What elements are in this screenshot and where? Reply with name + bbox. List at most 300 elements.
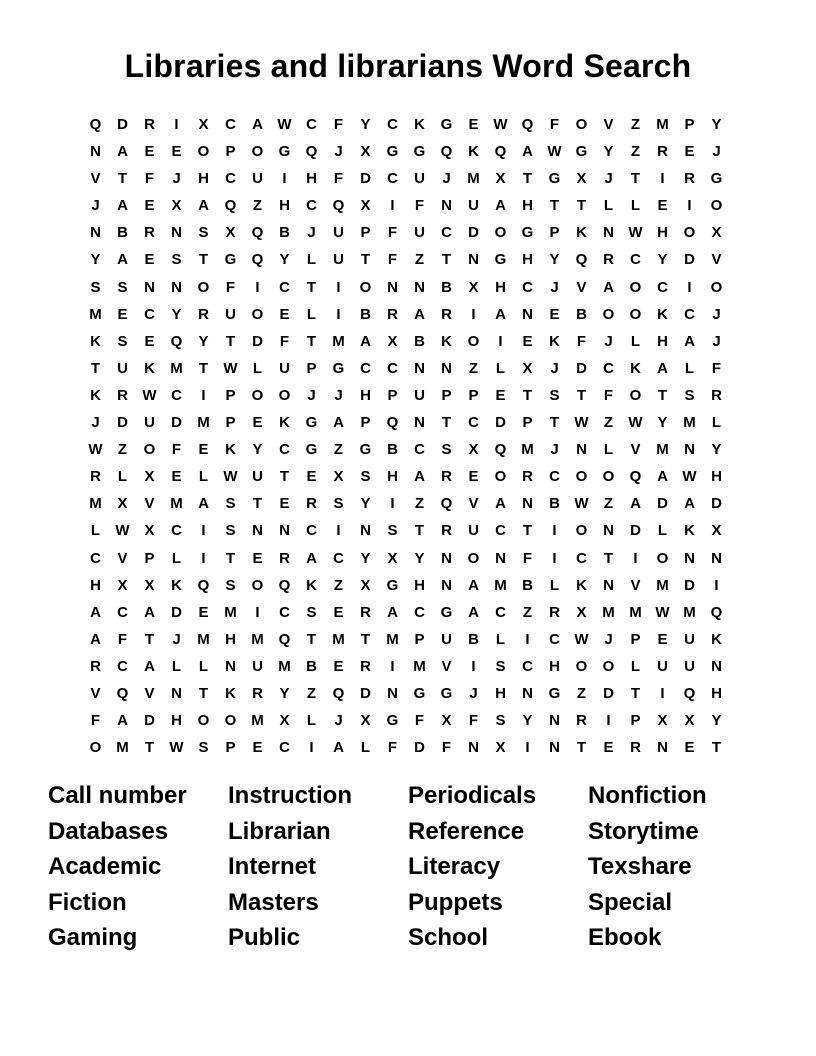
grid-letter: E — [657, 197, 668, 215]
grid-letter: X — [225, 224, 236, 242]
grid-letter: Z — [306, 684, 317, 702]
grid-letter: T — [549, 414, 560, 432]
grid-letter: E — [198, 441, 209, 459]
grid-letter: I — [282, 170, 287, 188]
grid-letter: T — [252, 495, 263, 513]
grid-letter: N — [90, 143, 101, 161]
grid-letter: T — [522, 522, 533, 540]
grid-letter: X — [468, 278, 479, 296]
word-list-item: Reference — [408, 817, 525, 845]
grid-letter: L — [306, 712, 317, 730]
grid-letter: M — [602, 603, 615, 621]
letter-grid — [82, 111, 730, 761]
grid-letter: I — [606, 712, 611, 730]
grid-letter: X — [441, 712, 452, 730]
grid-letter: O — [494, 224, 507, 242]
grid-letter: Y — [603, 143, 614, 161]
grid-letter: W — [682, 468, 697, 486]
grid-letter: L — [252, 359, 263, 377]
grid-letter: V — [630, 576, 641, 594]
grid-letter: K — [90, 332, 101, 350]
grid-letter: C — [279, 441, 290, 459]
grid-letter: Z — [603, 495, 614, 513]
grid-letter: R — [657, 143, 668, 161]
grid-letter: X — [684, 712, 695, 730]
grid-letter: U — [252, 468, 263, 486]
grid-letter: C — [495, 603, 506, 621]
grid-letter: M — [386, 630, 399, 648]
grid-letter: O — [467, 332, 480, 350]
grid-letter: P — [468, 386, 479, 404]
grid-letter: F — [576, 332, 587, 350]
grid-letter: D — [117, 116, 128, 133]
grid-letter: T — [711, 739, 722, 757]
grid-letter: N — [225, 657, 236, 675]
grid-letter: S — [117, 332, 128, 350]
grid-letter: C — [171, 386, 182, 404]
grid-letter: A — [117, 712, 128, 730]
grid-letter: I — [174, 116, 179, 133]
grid-letter: O — [602, 468, 615, 486]
grid-letter: H — [279, 197, 290, 215]
grid-letter: S — [90, 278, 101, 296]
grid-letter: Q — [278, 630, 291, 648]
grid-letter: O — [143, 441, 156, 459]
grid-letter: P — [306, 359, 317, 377]
grid-letter: O — [710, 278, 723, 296]
grid-letter: X — [468, 441, 479, 459]
grid-letter: L — [495, 359, 506, 377]
grid-letter: N — [171, 684, 182, 702]
grid-letter: H — [657, 332, 668, 350]
grid-letter: U — [468, 197, 479, 215]
grid-letter: C — [387, 170, 398, 188]
grid-letter: T — [657, 386, 668, 404]
grid-letter: N — [360, 522, 371, 540]
grid-letter: R — [576, 712, 587, 730]
grid-letter: A — [360, 332, 371, 350]
grid-letter: J — [172, 630, 181, 648]
grid-letter: G — [224, 251, 237, 269]
grid-letter: N — [252, 522, 263, 540]
grid-letter: V — [90, 170, 101, 188]
word-list-item: Fiction — [48, 888, 127, 916]
grid-letter: P — [360, 414, 371, 432]
grid-letter: X — [144, 522, 155, 540]
grid-letter: X — [279, 712, 290, 730]
grid-letter: N — [522, 495, 533, 513]
grid-letter: D — [657, 495, 668, 513]
grid-letter: A — [333, 739, 344, 757]
grid-letter: Y — [711, 116, 722, 133]
grid-letter: R — [198, 305, 209, 323]
grid-letter: L — [603, 441, 614, 459]
grid-letter: O — [89, 739, 102, 757]
grid-letter: T — [522, 386, 533, 404]
grid-letter: M — [197, 630, 210, 648]
grid-letter: B — [279, 224, 290, 242]
grid-letter: D — [144, 712, 155, 730]
grid-letter: C — [279, 603, 290, 621]
grid-letter: X — [711, 224, 722, 242]
grid-letter: B — [360, 305, 371, 323]
grid-letter: Y — [711, 441, 722, 459]
grid-letter: I — [336, 522, 341, 540]
grid-letter: Y — [90, 251, 101, 269]
grid-letter: U — [441, 630, 452, 648]
grid-letter: R — [441, 468, 452, 486]
grid-letter: O — [251, 576, 264, 594]
grid-letter: U — [657, 657, 668, 675]
grid-letter: Q — [440, 143, 453, 161]
grid-letter: M — [116, 739, 129, 757]
grid-letter: A — [117, 197, 128, 215]
grid-letter: M — [89, 495, 102, 513]
word-list-item: Public — [228, 924, 301, 951]
grid-letter: S — [171, 251, 182, 269]
grid-letter: C — [576, 549, 587, 567]
grid-letter: N — [603, 576, 614, 594]
grid-letter: U — [252, 170, 263, 188]
grid-letter: T — [306, 278, 317, 296]
grid-letter: O — [575, 522, 588, 540]
grid-letter: S — [387, 522, 398, 540]
grid-letter: I — [309, 739, 314, 757]
grid-letter: V — [144, 495, 155, 513]
grid-letter: C — [171, 522, 182, 540]
grid-letter: L — [630, 332, 641, 350]
grid-letter: N — [468, 739, 479, 757]
grid-letter: W — [493, 116, 508, 133]
grid-letter: W — [628, 414, 643, 432]
grid-letter: A — [603, 278, 614, 296]
grid-letter: Y — [360, 549, 371, 567]
grid-letter: N — [414, 278, 425, 296]
grid-letter: L — [117, 468, 128, 486]
grid-letter: M — [494, 576, 507, 594]
grid-letter: A — [657, 468, 668, 486]
grid-letter: S — [198, 739, 209, 757]
grid-letter: C — [549, 630, 560, 648]
grid-letter: R — [549, 603, 560, 621]
grid-letter: N — [441, 197, 452, 215]
grid-letter: F — [387, 224, 398, 242]
grid-letter: M — [197, 414, 210, 432]
grid-letter: R — [684, 170, 695, 188]
grid-letter: L — [603, 197, 614, 215]
grid-letter: J — [550, 441, 559, 459]
grid-letter: O — [683, 224, 696, 242]
grid-letter: O — [278, 386, 291, 404]
grid-letter: T — [90, 359, 101, 377]
grid-letter: T — [630, 170, 641, 188]
grid-letter: Y — [657, 251, 668, 269]
grid-letter: H — [522, 197, 533, 215]
grid-letter: N — [387, 684, 398, 702]
grid-letter: J — [712, 143, 721, 161]
grid-letter: R — [90, 657, 101, 675]
grid-letter: V — [576, 278, 587, 296]
grid-letter: Z — [468, 359, 479, 377]
grid-letter: C — [117, 657, 128, 675]
grid-letter: A — [144, 657, 155, 675]
grid-letter: I — [390, 197, 395, 215]
grid-letter: K — [279, 414, 290, 432]
grid-letter: K — [306, 576, 317, 594]
grid-letter: O — [602, 657, 615, 675]
grid-letter: G — [332, 359, 345, 377]
grid-letter: Q — [224, 197, 237, 215]
grid-letter: C — [441, 224, 452, 242]
grid-letter: N — [576, 441, 587, 459]
grid-letter: T — [279, 468, 290, 486]
grid-letter: V — [711, 251, 722, 269]
grid-letter: W — [655, 603, 670, 621]
grid-letter: F — [522, 549, 533, 567]
grid-letter: T — [549, 197, 560, 215]
grid-letter: K — [225, 684, 236, 702]
grid-letter: I — [255, 603, 260, 621]
grid-letter: F — [414, 197, 425, 215]
grid-letter: Z — [414, 495, 425, 513]
word-list-item: Gaming — [48, 924, 138, 951]
grid-letter: I — [552, 549, 557, 567]
grid-letter: T — [306, 332, 317, 350]
grid-letter: T — [225, 332, 236, 350]
grid-letter: N — [171, 224, 182, 242]
grid-letter: L — [360, 739, 371, 757]
page-title: Libraries and librarians Word Search — [124, 48, 692, 84]
grid-letter: M — [467, 170, 480, 188]
grid-letter: A — [630, 495, 641, 513]
grid-letter: P — [360, 224, 371, 242]
grid-letter: J — [604, 170, 613, 188]
grid-letter: K — [657, 305, 668, 323]
grid-letter: E — [252, 414, 263, 432]
grid-letter: N — [549, 712, 560, 730]
grid-letter: K — [225, 441, 236, 459]
grid-letter: D — [171, 603, 182, 621]
grid-letter: A — [495, 197, 506, 215]
grid-letter: G — [710, 170, 723, 188]
grid-letter: Y — [522, 712, 533, 730]
grid-letter: M — [170, 495, 183, 513]
grid-letter: A — [90, 630, 101, 648]
grid-letter: C — [225, 170, 236, 188]
grid-letter: E — [144, 143, 155, 161]
grid-letter: N — [90, 224, 101, 242]
grid-letter: I — [552, 522, 557, 540]
grid-letter: U — [414, 170, 425, 188]
grid-letter: J — [307, 386, 316, 404]
grid-letter: O — [629, 305, 642, 323]
grid-letter: M — [629, 603, 642, 621]
word-list-item: Databases — [48, 817, 169, 845]
grid-letter: G — [548, 170, 561, 188]
grid-letter: J — [550, 278, 559, 296]
grid-letter: E — [198, 603, 209, 621]
grid-letter: T — [144, 630, 155, 648]
grid-letter: I — [687, 278, 692, 296]
grid-letter: Q — [494, 441, 507, 459]
grid-letter: M — [683, 414, 696, 432]
grid-letter: X — [117, 495, 128, 513]
grid-letter: K — [630, 359, 641, 377]
grid-letter: Q — [440, 495, 453, 513]
grid-letter: H — [414, 576, 425, 594]
grid-letter: G — [575, 143, 588, 161]
grid-letter: N — [387, 278, 398, 296]
grid-letter: I — [201, 522, 206, 540]
grid-letter: E — [279, 305, 290, 323]
grid-letter: L — [171, 549, 182, 567]
grid-letter: N — [684, 549, 695, 567]
grid-letter: A — [468, 603, 479, 621]
grid-letter: U — [468, 522, 479, 540]
word-list-item: Call number — [48, 782, 187, 809]
grid-letter: R — [144, 116, 155, 133]
grid-letter: X — [360, 197, 371, 215]
grid-letter: T — [198, 359, 209, 377]
grid-letter: U — [333, 251, 344, 269]
grid-letter: U — [684, 630, 695, 648]
grid-letter: U — [279, 359, 290, 377]
grid-letter: R — [630, 739, 641, 757]
grid-letter: X — [495, 739, 506, 757]
grid-letter: C — [414, 603, 425, 621]
grid-letter: W — [574, 630, 589, 648]
grid-letter: H — [711, 684, 722, 702]
grid-letter: Y — [360, 116, 371, 133]
word-list-item: Special — [588, 888, 673, 916]
grid-letter: Y — [198, 332, 209, 350]
grid-letter: E — [252, 549, 263, 567]
grid-letter: T — [360, 630, 371, 648]
grid-letter: O — [602, 305, 615, 323]
grid-letter: C — [630, 251, 641, 269]
grid-letter: P — [225, 414, 236, 432]
grid-letter: X — [333, 468, 344, 486]
grid-letter: R — [441, 305, 452, 323]
grid-letter: P — [387, 386, 398, 404]
grid-letter: L — [495, 630, 506, 648]
grid-letter: Z — [414, 251, 425, 269]
grid-letter: D — [468, 224, 479, 242]
grid-letter: M — [251, 712, 264, 730]
grid-letter: T — [198, 684, 209, 702]
grid-letter: U — [414, 386, 425, 404]
grid-letter: D — [630, 522, 641, 540]
grid-letter: I — [336, 305, 341, 323]
grid-letter: C — [279, 278, 290, 296]
grid-letter: O — [494, 468, 507, 486]
grid-letter: N — [495, 549, 506, 567]
grid-letter: U — [117, 359, 128, 377]
grid-letter: N — [711, 549, 722, 567]
grid-letter: X — [360, 143, 371, 161]
grid-letter: N — [468, 251, 479, 269]
grid-letter: Z — [630, 116, 641, 133]
grid-letter: O — [575, 657, 588, 675]
word-list-item: Academic — [48, 853, 162, 880]
grid-letter: O — [251, 143, 264, 161]
grid-letter: F — [225, 278, 236, 296]
grid-letter: S — [117, 278, 128, 296]
grid-letter: M — [656, 116, 669, 133]
grid-letter: D — [684, 251, 695, 269]
grid-letter: C — [306, 522, 317, 540]
grid-letter: L — [684, 359, 695, 377]
grid-letter: U — [252, 657, 263, 675]
grid-letter: L — [630, 657, 641, 675]
grid-letter: J — [712, 332, 721, 350]
grid-letter: M — [332, 332, 345, 350]
grid-letter: D — [360, 170, 371, 188]
grid-letter: J — [604, 332, 613, 350]
grid-letter: S — [225, 522, 236, 540]
grid-letter: M — [89, 305, 102, 323]
grid-letter: I — [471, 305, 476, 323]
grid-letter: S — [225, 576, 236, 594]
grid-letter: C — [333, 549, 344, 567]
grid-letter: D — [603, 684, 614, 702]
grid-letter: U — [333, 224, 344, 242]
word-list-item: Periodicals — [408, 782, 537, 809]
grid-letter: J — [469, 684, 478, 702]
grid-letter: T — [198, 251, 209, 269]
grid-letter: K — [414, 116, 425, 133]
grid-letter: P — [522, 414, 533, 432]
grid-letter: R — [711, 386, 722, 404]
grid-letter: D — [495, 414, 506, 432]
grid-letter: X — [711, 522, 722, 540]
word-list-item: Instruction — [228, 782, 352, 809]
grid-letter: N — [657, 739, 668, 757]
grid-letter: C — [225, 116, 236, 133]
grid-letter: S — [441, 441, 452, 459]
grid-letter: Z — [576, 684, 587, 702]
grid-letter: F — [117, 630, 128, 648]
grid-letter: L — [549, 576, 560, 594]
grid-letter: J — [442, 170, 451, 188]
word-list-item: Masters — [228, 888, 319, 916]
grid-letter: Z — [630, 143, 641, 161]
grid-letter: P — [144, 549, 155, 567]
grid-letter: L — [630, 197, 641, 215]
grid-letter: K — [441, 332, 452, 350]
grid-letter: B — [522, 576, 533, 594]
grid-letter: X — [387, 332, 398, 350]
grid-letter: P — [684, 116, 695, 133]
grid-letter: A — [333, 414, 344, 432]
grid-letter: A — [414, 305, 425, 323]
grid-letter: K — [468, 143, 479, 161]
grid-letter: T — [576, 197, 587, 215]
grid-letter: A — [495, 305, 506, 323]
grid-letter: R — [117, 386, 128, 404]
grid-letter: O — [197, 712, 210, 730]
grid-letter: G — [386, 576, 399, 594]
grid-letter: L — [198, 657, 209, 675]
grid-letter: Z — [522, 603, 533, 621]
grid-letter: Q — [89, 116, 102, 133]
grid-letter: I — [471, 657, 476, 675]
grid-letter: N — [522, 305, 533, 323]
grid-letter: M — [251, 630, 264, 648]
grid-letter: K — [171, 576, 182, 594]
grid-letter: Z — [252, 197, 263, 215]
grid-letter: I — [390, 495, 395, 513]
